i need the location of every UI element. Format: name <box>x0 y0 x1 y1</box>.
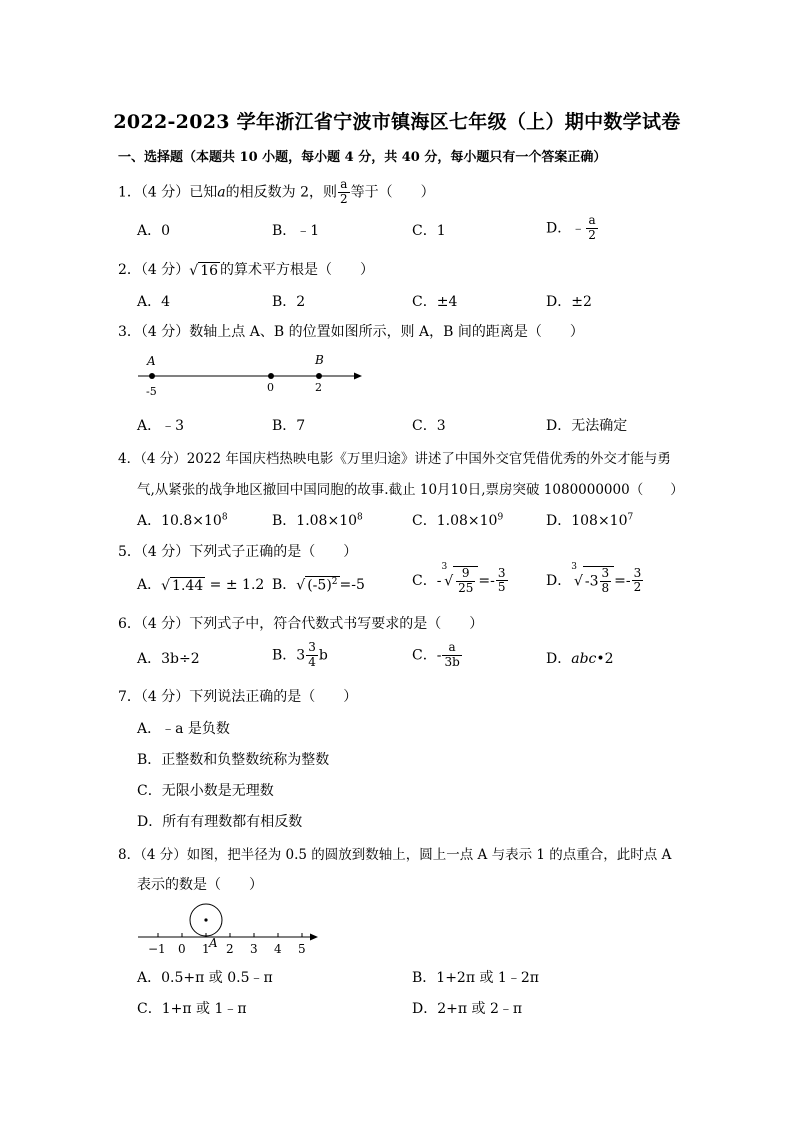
q8-ticks <box>148 933 306 956</box>
question-8-line2: 表示的数是（ ） <box>137 877 263 893</box>
q6-c-den: 3b <box>444 654 460 669</box>
q5-d-whole: -3 <box>584 573 599 590</box>
q5-c-num: 9 <box>456 567 475 582</box>
q5-d-num: 3 <box>601 566 610 580</box>
q2-option-c: C．±4 <box>412 294 458 310</box>
q1-d-fraction <box>586 214 598 243</box>
q3-label-b: B <box>315 353 324 367</box>
q5-d-radicand <box>583 566 614 596</box>
q2-sqrt: √ 16 <box>189 262 219 279</box>
q2-option-b: B．2 <box>272 294 306 310</box>
q8-number-line <box>130 900 330 960</box>
q5-option-d <box>546 562 644 596</box>
q1-frac-den: 2 <box>339 191 348 206</box>
q1-option-d <box>546 214 599 243</box>
q4-b-exp: 8 <box>357 512 363 523</box>
page-title: 2022-2023 学年浙江省宁波市镇海区七年级（上）期中数学试卷 <box>113 111 681 133</box>
q7-option-d: D．所有有理数都有相反数 <box>137 814 303 830</box>
q6-option-c <box>412 641 463 670</box>
question-6-stem: 6．（4 分）下列式子中，符合代数式书写要求的是（ ） <box>118 616 484 632</box>
q5-a-sqrt: √ 1.44 <box>161 577 204 594</box>
q1-stem-part: 1．（4 分）已知 <box>118 184 218 201</box>
q5-a-label: A． <box>137 577 162 593</box>
q4-c-base: C．1.08×10 <box>412 513 498 529</box>
q8-option-b: B．1+2π 或 1﹣2π <box>412 970 539 986</box>
q4-a-exp: 8 <box>221 512 228 523</box>
q8-tick-label: 2 <box>226 942 234 956</box>
q6-b-label: B．3 <box>272 647 306 664</box>
q6-b-den: 4 <box>308 654 316 669</box>
q5-b-exp: 2 <box>331 577 338 588</box>
q4-option-c <box>412 510 503 530</box>
q8-tick-label: 4 <box>274 942 282 956</box>
q1-stem-part: 的相反数为 2，则 <box>225 184 337 201</box>
q3-point-b <box>316 373 322 379</box>
q6-c-fraction <box>442 641 461 670</box>
q5-d-rnum: 3 <box>633 565 642 580</box>
q5-b-label: B． <box>272 577 297 593</box>
q8-label-a: A <box>209 936 218 950</box>
q1-option-a: A．0 <box>137 223 171 239</box>
q4-b-base: B．1.08×10 <box>272 513 358 529</box>
question-3-stem: 3．（4 分）数轴上点 A、B 的位置如图所示，则 A，B 间的距离是（ ） <box>118 324 584 340</box>
q2-option-d: D．±2 <box>546 294 592 310</box>
question-4-line1: 4．（4 分）2022 年国庆档热映电影《万里归途》讲述了中国外交官凭借优秀的外交才能与勇 <box>118 451 671 467</box>
q3-number-line <box>130 350 370 400</box>
q1-fraction <box>338 178 350 207</box>
q5-c-cbrt: √ $\frac{9}{25}$ <box>444 566 478 596</box>
q5-c-index: 3 <box>441 562 448 572</box>
q3-option-c: C．3 <box>412 418 446 434</box>
q3-option-b: B．7 <box>272 418 306 434</box>
q1-d-num: a <box>586 214 598 229</box>
q3-tick-origin: 0 <box>267 381 274 394</box>
q6-option-a: A．3b÷2 <box>137 651 200 667</box>
q5-c-rnum: 3 <box>497 565 506 580</box>
q5-d-fraction <box>600 567 612 596</box>
q7-option-c: C．无限小数是无理数 <box>137 783 274 799</box>
q1-option-c: C．1 <box>412 223 446 239</box>
question-4-line2: 气,从紧张的战争地区撤回中国同胞的故事.截止 10月10日,票房突破 1080000000（ ） <box>137 482 684 498</box>
q5-option-a <box>137 574 264 594</box>
q5-c-fraction <box>456 567 475 596</box>
q5-a-rest: = ± 1.2 <box>209 577 265 593</box>
q8-tick-label: 0 <box>178 942 186 956</box>
q8-option-a: A．0.5+π 或 0.5﹣π <box>137 970 273 986</box>
q5-c-rden: 5 <box>497 580 506 595</box>
q3-tick-a: -5 <box>146 385 157 398</box>
q3-option-a: A．﹣3 <box>137 418 185 434</box>
q3-option-d: D．无法确定 <box>546 418 628 434</box>
q5-d-index: 3 <box>571 562 577 572</box>
q4-d-exp: 7 <box>627 512 634 523</box>
q6-d-rest: •2 <box>596 651 614 667</box>
q5-d-den: 8 <box>601 580 610 595</box>
q3-label-a: A <box>147 354 156 368</box>
q5-b-sqrt: √ $(-5)^2$ <box>296 577 338 594</box>
q6-b-fraction <box>306 641 318 670</box>
q6-option-b <box>272 641 328 670</box>
q5-a-radicand: 1.44 <box>172 577 204 594</box>
q3-point-origin <box>268 373 274 379</box>
q5-option-c <box>412 562 509 596</box>
q4-option-d <box>546 510 633 530</box>
q5-c-radicand <box>453 566 478 596</box>
q8-tick-label: −1 <box>148 942 166 956</box>
q5-d-eq: =- <box>614 572 631 589</box>
q5-d-cbrt: √ -3 $\frac{3}{8}$ <box>574 566 614 596</box>
question-8-line1: 8．（4 分）如图，把半径为 0.5 的圆放到数轴上，圆上一点 A 与表示 1 的点重合，此时点 A <box>118 847 672 863</box>
question-5-stem: 5．（4 分）下列式子正确的是（ ） <box>118 544 358 560</box>
q1-variable: a <box>217 184 226 201</box>
q6-d-label: D． <box>546 651 572 667</box>
q2-radicand: 16 <box>200 262 219 279</box>
q6-c-num: a <box>442 641 461 656</box>
q3-tick-b: 2 <box>315 381 322 394</box>
q5-c-den: 25 <box>458 580 474 595</box>
q8-tick-label: 1 <box>202 942 210 956</box>
q5-b-rest: =-5 <box>339 577 365 593</box>
q1-d-den: 2 <box>588 227 596 242</box>
q4-option-b <box>272 510 363 530</box>
q4-d-base: D．108×10 <box>546 513 628 529</box>
q4-c-exp: 9 <box>497 512 504 523</box>
q2-prefix: 2．（4 分） <box>118 262 190 278</box>
q7-option-a: A．﹣a 是负数 <box>137 721 230 737</box>
q5-option-b <box>272 574 365 594</box>
q8-tick-label: 5 <box>298 942 306 956</box>
section-heading: 一、选择题（本题共 10 小题，每小题 4 分，共 40 分，每小题只有一个答案正确） <box>118 150 607 165</box>
q5-c-eq: =- <box>478 572 495 589</box>
q5-d-rden: 2 <box>633 580 642 595</box>
q2-suffix: 的算术平方根是（ ） <box>220 262 375 278</box>
q4-option-a <box>137 510 228 530</box>
q8-axis-arrow <box>310 934 318 941</box>
q3-axis-arrow <box>354 373 362 380</box>
q8-tick-label: 3 <box>250 942 258 956</box>
q3-point-a <box>149 373 155 379</box>
q1-frac-num: a <box>338 178 350 193</box>
q5-c-label: C．- <box>412 572 442 589</box>
q1-option-b: B．﹣1 <box>272 223 320 239</box>
question-1-stem <box>118 178 435 207</box>
q5-b-base: (-5) <box>307 577 332 594</box>
q5-d-result <box>632 567 644 596</box>
q4-a-base: A．10.8×10 <box>137 513 222 529</box>
q6-b-var: b <box>318 647 328 664</box>
q5-d-label: D． <box>546 572 572 589</box>
q6-d-var: abc <box>571 651 597 667</box>
q8-option-c: C．1+π 或 1﹣π <box>137 1001 247 1017</box>
q6-b-num: 3 <box>308 640 316 654</box>
q2-option-a: A．4 <box>137 294 171 310</box>
q7-option-b: B．正整数和负整数统称为整数 <box>137 752 330 768</box>
question-7-stem: 7．（4 分）下列说法正确的是（ ） <box>118 689 358 705</box>
q8-circle-center <box>204 918 207 921</box>
q6-c-label: C．- <box>412 647 442 664</box>
q8-option-d: D．2+π 或 2﹣π <box>412 1001 523 1017</box>
question-2-stem <box>118 259 374 279</box>
q6-option-d <box>546 648 614 668</box>
q5-b-radicand <box>305 576 339 594</box>
q1-d-prefix: D．﹣ <box>546 220 586 237</box>
q1-stem-part: 等于（ ） <box>350 184 435 201</box>
q5-c-result <box>496 567 508 596</box>
